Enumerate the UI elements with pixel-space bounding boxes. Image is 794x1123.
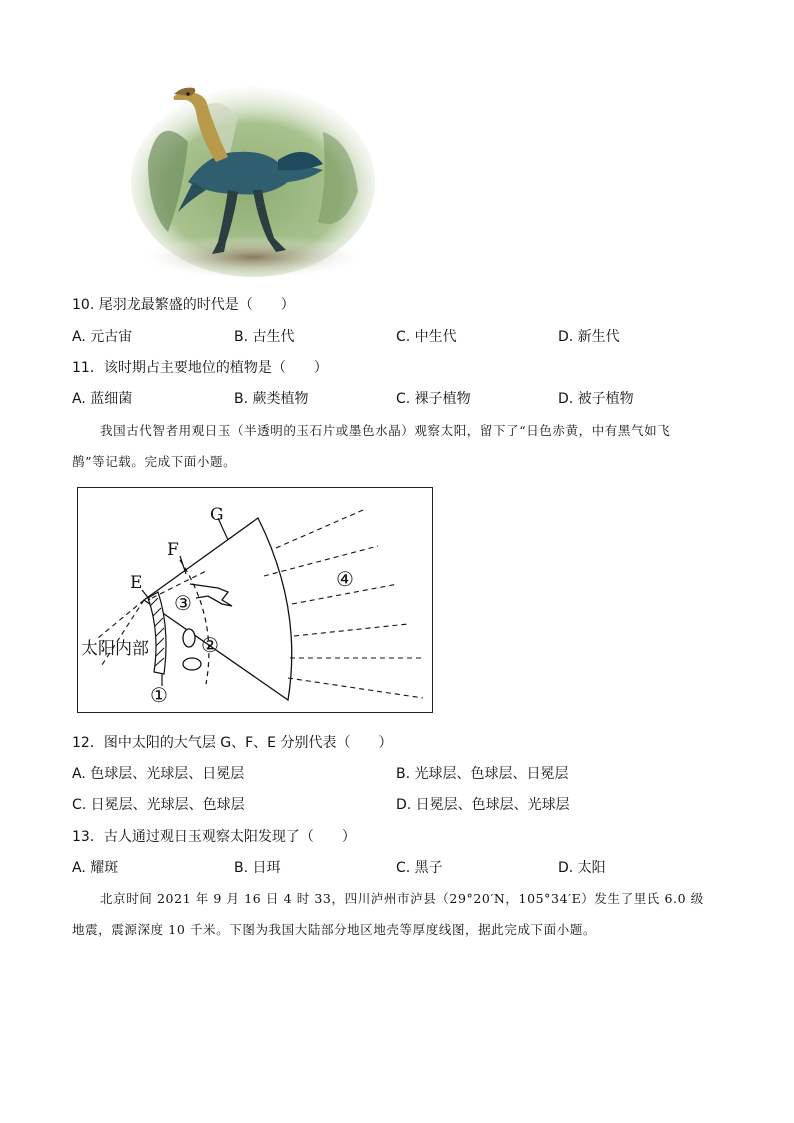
question-10-option-b[interactable]: B. 古生代 bbox=[234, 329, 295, 345]
question-10-option-a[interactable]: A. 元古宙 bbox=[72, 329, 133, 345]
question-11-option-d[interactable]: D. 被子植物 bbox=[558, 391, 634, 407]
question-12-option-d[interactable]: D. 日冕层、色球层、光球层 bbox=[396, 797, 570, 813]
question-10-option-c[interactable]: C. 中生代 bbox=[396, 329, 457, 345]
passage-1-line-1: 我国古代智者用观日玉（半透明的玉石片或墨色水晶）观察太阳，留下了“日色赤黄，中有黑气如飞 bbox=[100, 423, 671, 438]
sun-layers-diagram-svg bbox=[78, 488, 431, 711]
dinosaur-illustration bbox=[128, 72, 378, 282]
label-g: G bbox=[210, 505, 224, 525]
question-12-stem: 12．图中太阳的大气层 G、F、E 分别代表（ ） bbox=[72, 735, 393, 751]
question-12-option-c[interactable]: C. 日冕层、光球层、色球层 bbox=[72, 797, 245, 813]
question-13-option-b[interactable]: B. 日珥 bbox=[234, 860, 281, 876]
sun-atmosphere-diagram bbox=[77, 487, 433, 713]
question-10-option-d[interactable]: D. 新生代 bbox=[558, 329, 620, 345]
question-11-stem: 11．该时期占主要地位的植物是（ ） bbox=[72, 360, 328, 376]
passage-2-line-1: 北京时间 2021 年 9 月 16 日 4 时 33，四川泸州市泸县（29°20′N，105°34′E）发生了里氏 6.0 级 bbox=[100, 891, 704, 906]
question-11-option-b[interactable]: B. 蕨类植物 bbox=[234, 391, 309, 407]
label-sun-interior: 太阳内部 bbox=[81, 639, 149, 659]
question-11-option-c[interactable]: C. 裸子植物 bbox=[396, 391, 471, 407]
question-13-stem: 13．古人通过观日玉观察太阳发现了（ ） bbox=[72, 829, 356, 845]
label-4: ④ bbox=[336, 567, 354, 591]
label-2: ② bbox=[201, 633, 219, 657]
passage-1-line-2: 鹊”等记载。完成下面小题。 bbox=[72, 454, 237, 469]
feathered-dinosaur-icon bbox=[128, 72, 378, 282]
label-3: ③ bbox=[174, 591, 192, 615]
question-10-stem: 10. 尾羽龙最繁盛的时代是（ ） bbox=[72, 297, 295, 313]
question-13-option-d[interactable]: D. 太阳 bbox=[558, 860, 606, 876]
question-13-option-a[interactable]: A. 耀斑 bbox=[72, 860, 119, 876]
question-11-option-a[interactable]: A. 蓝细菌 bbox=[72, 391, 133, 407]
label-f: F bbox=[167, 540, 179, 560]
label-e: E bbox=[130, 573, 143, 593]
label-1: ① bbox=[150, 683, 168, 707]
question-13-option-c[interactable]: C. 黑子 bbox=[396, 860, 443, 876]
question-12-option-a[interactable]: A. 色球层、光球层、日冕层 bbox=[72, 766, 245, 782]
passage-2-line-2: 地震，震源深度 10 千米。下图为我国大陆部分地区地壳等厚度线图，据此完成下面小题。 bbox=[72, 922, 597, 937]
question-12-option-b[interactable]: B. 光球层、色球层、日冕层 bbox=[396, 766, 569, 782]
